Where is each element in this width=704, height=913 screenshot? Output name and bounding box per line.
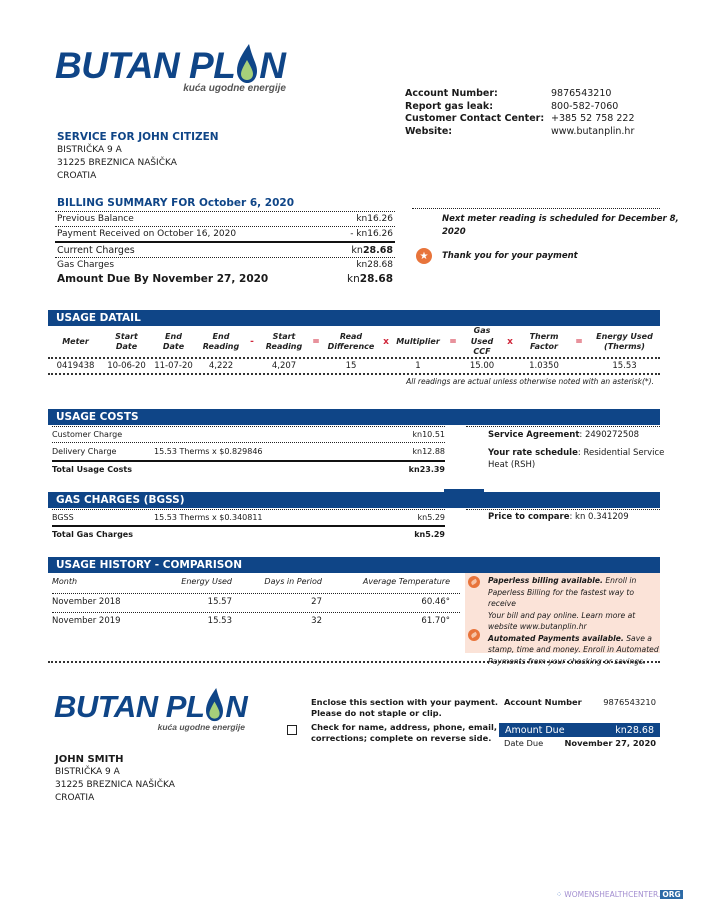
gas-leak-value: 800-582-7060 (551, 100, 619, 112)
read-difference-value: 15 (345, 361, 357, 371)
start-date-value: 10-06-20 (107, 361, 146, 371)
usage-history-header: USAGE HISTORY - COMPARISON (48, 557, 660, 573)
energy-used-value: 15.53 (612, 361, 637, 371)
times-operator: x (383, 337, 389, 347)
col-gas-used: Gas Used CCF (470, 326, 494, 357)
col-avg-temp: Average Temperature (362, 577, 450, 586)
multiplier-value: 1 (415, 361, 421, 371)
customer-charge-amount: kn10.51 (412, 430, 445, 439)
bgss-label: BGSS (52, 513, 74, 522)
address-line-3: CROATIA (57, 171, 97, 181)
remit-account: Account Number 9876543210 (504, 697, 656, 707)
col-meter: Meter (62, 336, 89, 346)
col-therm-factor: Therm Factor (529, 331, 559, 351)
remittance-logo: BUTAN PL N kuća ugodne energije (54, 689, 248, 732)
end-date-value: 11-07-20 (154, 361, 193, 371)
billing-summary (55, 211, 395, 286)
brand-name-part1: BUTAN PL (55, 45, 236, 86)
billing-summary-heading: BILLING SUMMARY FOR October 6, 2020 (57, 197, 295, 209)
rate-schedule: Your rate schedule: Residential Service Heat (RSH) (488, 448, 665, 470)
usage-costs-header: USAGE COSTS (48, 409, 660, 425)
website-link[interactable]: www.butanplin.hr (551, 125, 635, 137)
amount-due-label: Amount Due By November 27, 2020 (57, 272, 269, 285)
customer-name: JOHN SMITH (55, 754, 124, 765)
times-operator: x (507, 337, 513, 347)
start-reading-value: 4,207 (271, 361, 297, 371)
brand-logo (55, 44, 290, 94)
watermark: ⁘ WOMENSHEALTHCENTER. ORG (556, 890, 681, 899)
address-line-1: BISTRIČKA 9 A (57, 145, 122, 155)
divider (466, 509, 660, 510)
total-gas-label: Total Gas Charges (52, 529, 133, 539)
account-number-label: Account Number: (405, 88, 498, 99)
leaf-icon (468, 576, 480, 588)
bgss-detail: 15.53 Therms x $0.340811 (154, 513, 263, 522)
meter-reading-line-1: Next meter reading is scheduled for December 8, (442, 214, 679, 224)
total-usage-label: Total Usage Costs (52, 465, 132, 474)
history-row: November 2018 15.57 27 60.46° (52, 596, 450, 607)
col-energy-used: Energy Used (181, 577, 232, 586)
price-to-compare: Price to compare: kn 0.341209 (488, 512, 629, 522)
readings-footnote: All readings are actual unless otherwise noted with an asterisk(*). (406, 377, 654, 386)
therm-factor-value: 1.0350 (529, 361, 559, 371)
divider (466, 426, 660, 427)
brand-tagline: kuća ugodne energije (183, 83, 286, 94)
payment-received-label: Payment Received on October 16, 2020 (57, 229, 237, 239)
equals-operator: = (449, 337, 457, 347)
col-start-date: Start Date (115, 331, 138, 351)
gas-charges-value: kn28.68 (356, 259, 393, 270)
usage-detail-header: USAGE DATAIL (48, 310, 660, 326)
delivery-charge-detail: 15.53 Therms x $0.829846 (154, 447, 263, 456)
col-end-date: End Date (162, 331, 185, 351)
col-multiplier: Multiplier (396, 336, 440, 346)
star-icon: ★ (416, 248, 432, 264)
total-gas-amount: kn5.29 (414, 529, 445, 539)
col-energy-used: Energy Used (Therms) (596, 331, 653, 351)
corrections-instructions: Check for name, address, phone, email, corrections; complete on reverse side. (311, 722, 497, 743)
bgss-amount: kn5.29 (417, 513, 445, 522)
delivery-charge-label: Delivery Charge (52, 447, 117, 456)
history-row: November 2019 15.53 32 61.70° (52, 615, 450, 626)
service-address (57, 131, 219, 183)
leaf-icon (468, 629, 480, 641)
gas-charges-header: GAS CHARGES (BGSS) (48, 492, 660, 508)
minus-operator: - (250, 337, 254, 347)
previous-balance-label: Previous Balance (57, 214, 134, 224)
payment-received-value: - kn16.26 (350, 229, 393, 239)
col-start-reading: Start Reading (265, 331, 303, 351)
enclose-instructions: Enclose this section with your payment. Please do not staple or clip. (311, 697, 499, 718)
gas-charges-table (52, 509, 445, 541)
date-due: Date Due November 27, 2020 (504, 738, 656, 748)
thank-you-notice: Thank you for your payment (442, 251, 578, 261)
flame-icon (236, 44, 258, 84)
gas-used-value: 15.00 (469, 361, 495, 371)
account-number-value: 9876543210 (551, 88, 612, 99)
amount-due-amount: 28.68 (359, 272, 393, 285)
total-usage-amount: kn23.39 (408, 465, 445, 474)
paperless-promo: Paperless billing available. Enroll in Paperless Billing for the fastest way to receive Your bill and pay online. Learn more at website www.butanplin.hr Automated Payments available. Save a stamp, time and money. Enroll in Automated Payments from your checking or savings. (488, 576, 659, 666)
account-info (405, 88, 665, 138)
meter-reading-notice (442, 213, 679, 238)
previous-balance-value: kn16.26 (356, 214, 393, 224)
contact-center-label: Customer Contact Center: (405, 113, 545, 124)
usage-detail-row (48, 359, 660, 373)
equals-operator: = (575, 337, 583, 347)
notice-divider (412, 208, 660, 209)
remittance-address: JOHN SMITH BISTRIČKA 9 A 31225 BREZNICA NAŠIČKA CROATIA (55, 754, 175, 803)
brand-name-part2: N (259, 45, 286, 86)
usage-history-table (52, 574, 460, 628)
address-line-2: 31225 BREZNICA NAŠIČKA (57, 158, 177, 168)
current-charges-currency: kn (351, 244, 363, 256)
amount-due-bar: Amount Due kn28.68 (499, 723, 660, 737)
customer-charge-label: Customer Charge (52, 430, 123, 439)
usage-detail-table (48, 327, 660, 386)
usage-costs-table (52, 426, 445, 477)
service-agreement: Service Agreement: 2490272508 (488, 430, 640, 440)
flame-icon (205, 688, 224, 722)
current-charges-amount: 28.68 (362, 244, 393, 256)
end-reading-value: 4,222 (208, 361, 234, 371)
service-heading: SERVICE FOR JOHN CITIZEN (57, 131, 219, 143)
col-read-difference: Read Difference (327, 331, 375, 351)
promo-box (465, 573, 660, 666)
contact-center-value: +385 52 758 222 (551, 113, 635, 124)
dots-icon: ⁘ (556, 890, 563, 899)
delivery-charge-amount: kn12.88 (412, 447, 445, 456)
amount-due-currency: kn (347, 272, 360, 285)
col-days: Days in Period (264, 577, 322, 586)
current-charges-label: Current Charges (57, 244, 135, 256)
meter-value: 0419438 (56, 361, 95, 371)
gas-charges-label: Gas Charges (57, 259, 115, 270)
col-month: Month (52, 577, 78, 586)
gas-leak-label: Report gas leak: (405, 100, 494, 112)
col-end-reading: End Reading (202, 331, 240, 351)
website-label: Website: (405, 125, 453, 137)
equals-operator: = (312, 337, 320, 347)
meter-reading-line-2: 2020 (442, 226, 466, 237)
corrections-checkbox[interactable] (287, 725, 297, 735)
